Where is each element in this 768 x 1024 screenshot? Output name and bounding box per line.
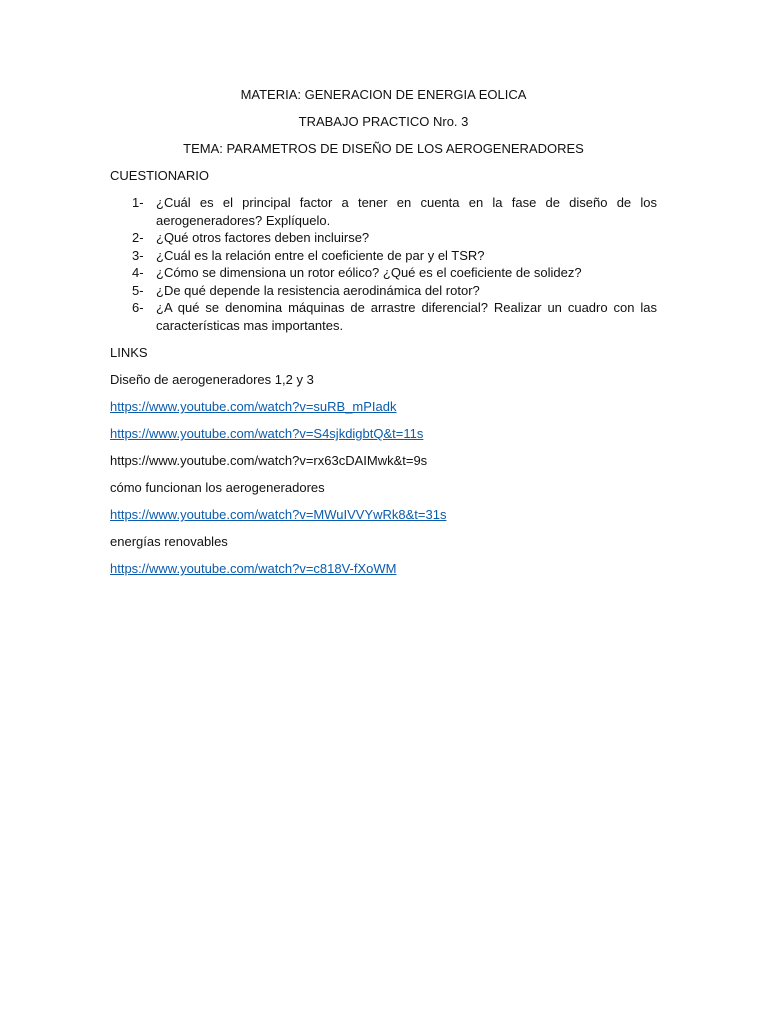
youtube-link-3[interactable]: https://www.youtube.com/watch?v=MWuIVVYwRk8&t=31s	[110, 507, 447, 522]
question-text: ¿Cuál es el principal factor a tener en cuenta en la fase de diseño de los aerogeneradores? Explíquelo.	[156, 195, 657, 228]
youtube-link-1[interactable]: https://www.youtube.com/watch?v=suRB_mPIadk	[110, 399, 397, 414]
question-item	[110, 194, 657, 229]
question-text: ¿Cómo se dimensiona un rotor eólico? ¿Qué es el coeficiente de solidez?	[156, 265, 582, 280]
question-text: ¿De qué depende la resistencia aerodinámica del rotor?	[156, 282, 480, 298]
questionnaire-heading: CUESTIONARIO	[110, 168, 209, 183]
youtube-url-plain: https://www.youtube.com/watch?v=rx63cDAIMwk&t=9s	[110, 453, 428, 468]
question-item	[110, 229, 657, 247]
question-list	[110, 194, 657, 334]
question-number: 5-	[132, 282, 144, 298]
question-number: 4-	[132, 265, 144, 280]
youtube-link-2[interactable]: https://www.youtube.com/watch?v=S4sjkdigbtQ&t=11s	[110, 426, 424, 441]
section-title-design: Diseño de aerogeneradores 1,2 y 3	[110, 372, 314, 387]
links-heading: LINKS	[110, 345, 148, 360]
question-item	[110, 282, 657, 300]
youtube-link-4[interactable]: https://www.youtube.com/watch?v=c818V-fXoWM	[110, 561, 397, 576]
question-item	[110, 247, 657, 265]
question-item	[110, 264, 657, 282]
subject-title: MATERIA: GENERACION DE ENERGIA EOLICA	[240, 87, 527, 102]
section-title-renewables: energías renovables	[110, 534, 228, 549]
question-text: ¿Cuál es la relación entre el coeficiente de par y el TSR?	[156, 247, 485, 263]
question-number: 6-	[132, 300, 144, 315]
question-number: 1-	[132, 195, 144, 210]
section-title-how-they-work: cómo funcionan los aerogeneradores	[110, 480, 325, 495]
question-number: 2-	[132, 230, 144, 245]
question-text: ¿A qué se denomina máquinas de arrastre diferencial? Realizar un cuadro con las características mas importantes.	[156, 300, 657, 333]
document-page	[110, 86, 657, 587]
assignment-title: TRABAJO PRACTICO Nro. 3	[298, 114, 469, 129]
question-number: 3-	[132, 247, 144, 263]
question-item	[110, 299, 657, 334]
question-text: ¿Qué otros factores deben incluirse?	[156, 230, 370, 245]
topic-title: TEMA: PARAMETROS DE DISEÑO DE LOS AEROGENERADORES	[183, 141, 584, 156]
